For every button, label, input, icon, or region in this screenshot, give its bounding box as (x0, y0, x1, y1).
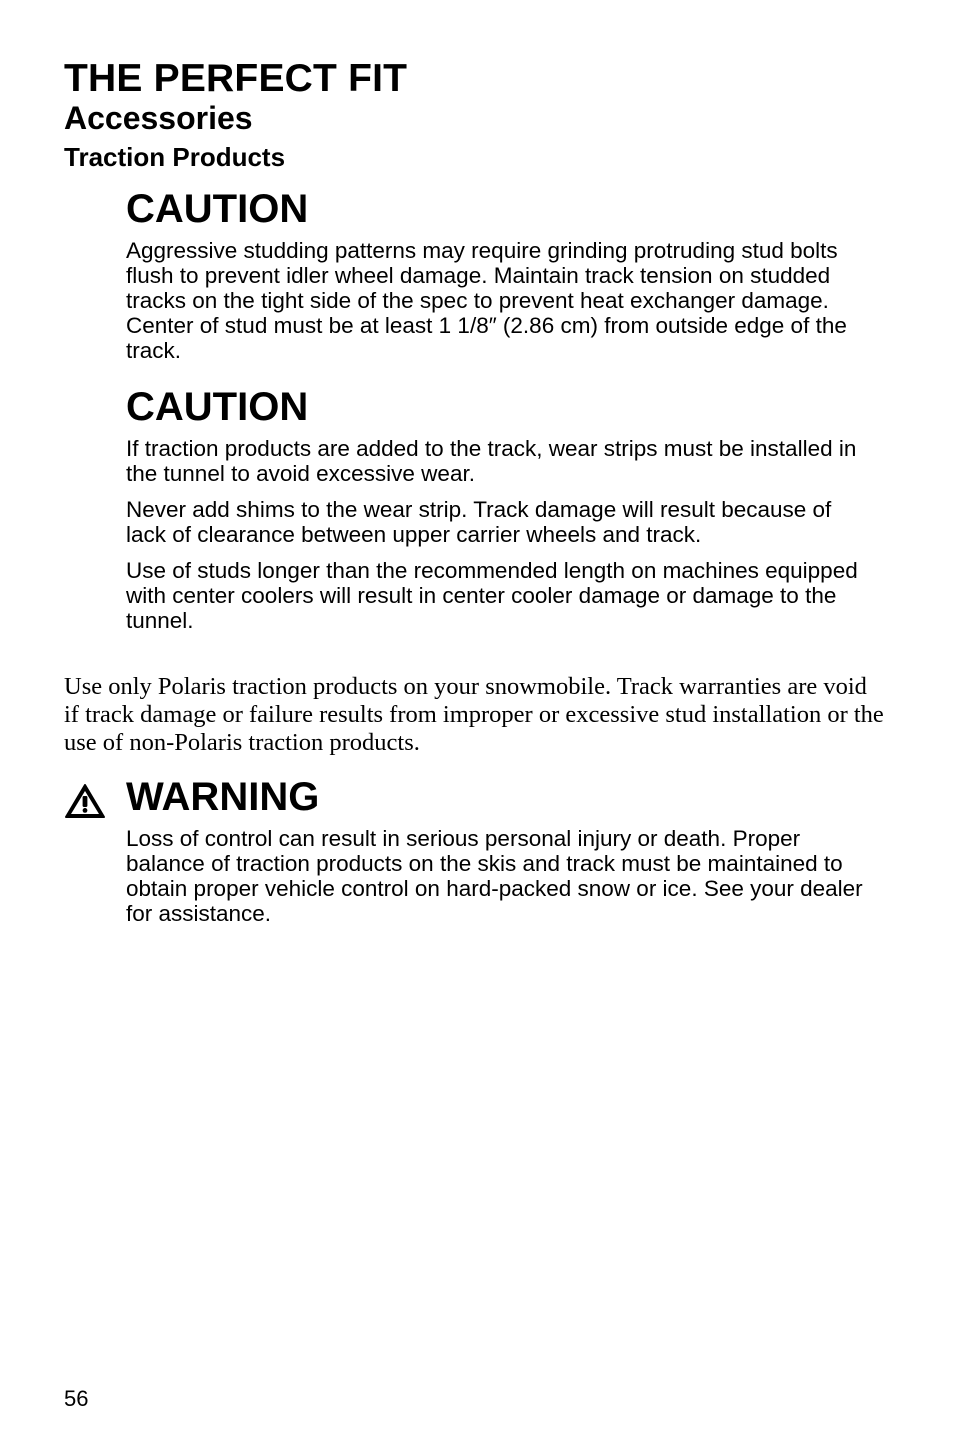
warning-heading: WARNING (126, 775, 320, 819)
caution-block-1 (126, 186, 866, 374)
section-title: Accessories (64, 100, 253, 136)
page-title: THE PERFECT FIT (64, 57, 408, 100)
caution-text: Use of studs longer than the recommended length on machines equipped with center coolers will result in center cooler damage or damage to the tunnel. (126, 558, 858, 633)
page-number: 56 (64, 1386, 89, 1411)
caution-text: Aggressive studding patterns may require grinding protruding stud bolts flush to prevent idler wheel damage. Maintain track tension on studded tracks on the tight side of the spec to prevent heat exchanger damage. Center of stud must be at least 1 1/8″ (2.86 cm) from outside edge of the track. (126, 238, 847, 363)
caution-text: Never add shims to the wear strip. Track damage will result because of lack of clearance between upper carrier wheels and track. (126, 497, 832, 547)
body-paragraph: Use only Polaris traction products on your snowmobile. Track warranties are void if track damage or failure results from improper or excessive stud installation or the use of non-Polaris traction products. (64, 673, 884, 756)
warning-triangle-icon (64, 783, 106, 819)
subsection-title: Traction Products (64, 142, 286, 172)
caution-heading: CAUTION (126, 385, 309, 429)
warning-text: Loss of control can result in serious personal injury or death. Proper balance of traction products on the skis and track must be maintained to obtain proper vehicle control on hard-packed snow or ice. See your dealer for assistance. (126, 826, 863, 926)
warning-block (126, 774, 866, 937)
caution-block-2 (126, 384, 866, 644)
caution-text: If traction products are added to the track, wear strips must be installed in the tunnel to avoid excessive wear. (126, 436, 857, 486)
caution-heading: CAUTION (126, 187, 309, 231)
